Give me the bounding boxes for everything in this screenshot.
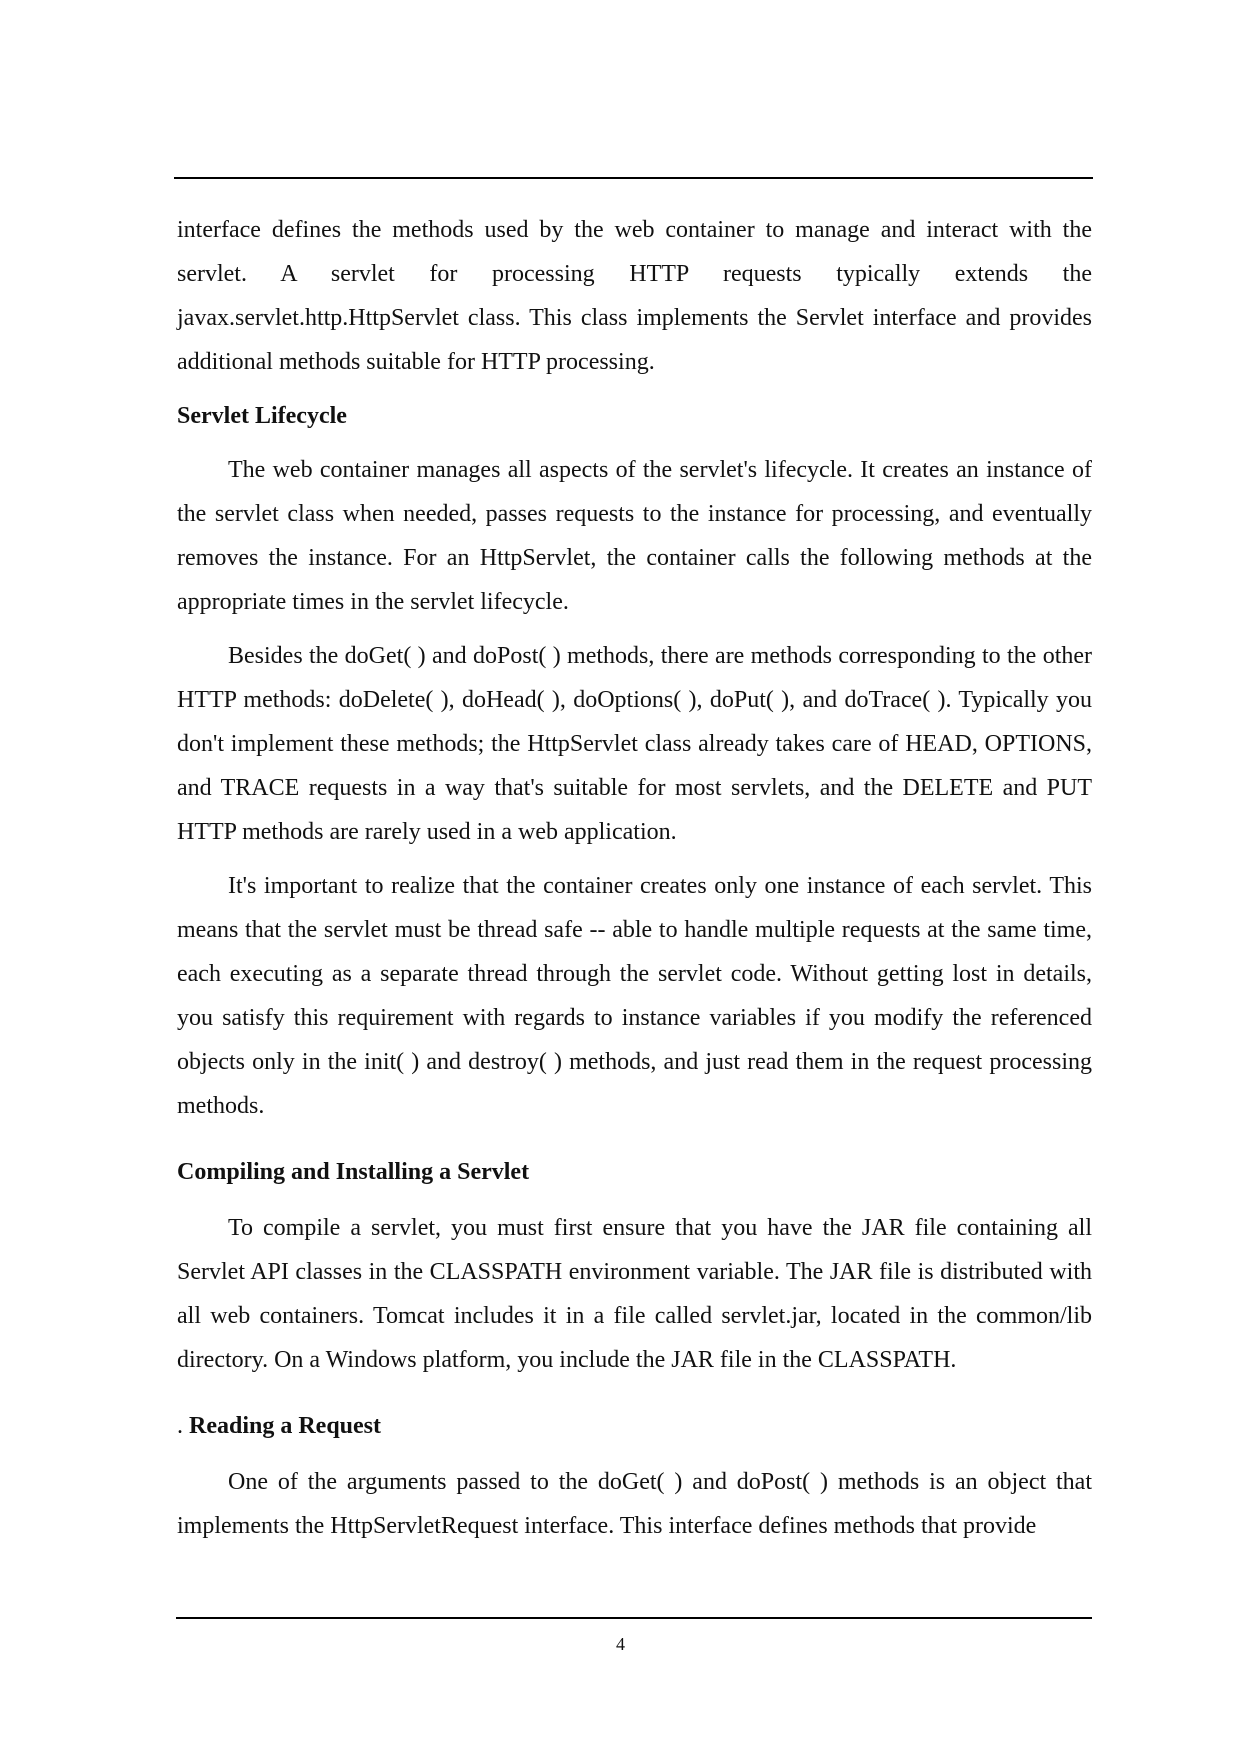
heading-reading-request-text: Reading a Request	[189, 1413, 382, 1439]
footer-rule	[176, 1617, 1092, 1619]
reading-request-paragraph: One of the arguments passed to the doGet( ) and doPost( ) methods is an object that implements the HttpServletRequest interface. This interface defines methods that provide	[177, 1469, 1092, 1539]
heading-servlet-lifecycle: Servlet Lifecycle	[177, 403, 347, 429]
heading-reading-request	[177, 1404, 1092, 1448]
lifecycle-paragraph: The web container manages all aspects of the servlet's lifecycle. It creates an instance of the servlet class when needed, passes requests to the instance for processing, and eventually removes the instance. For an HttpServlet, the container calls the following methods at the appropriate times in the servlet lifecycle.	[177, 457, 1092, 615]
intro-paragraph: interface defines the methods used by the web container to manage and interact with the servlet. A servlet for processing HTTP requests typically extends the javax.servlet.http.HttpServlet class. This class implements the Servlet interface and provides additional methods suitable for HTTP processing.	[177, 217, 1092, 375]
page-number: 4	[616, 1634, 625, 1654]
thread-safety-paragraph: It's important to realize that the container creates only one instance of each servlet. This means that the servlet must be thread safe -- able to handle multiple requests at the same time, each executing as a separate thread through the servlet code. Without getting lost in details, you satisfy this requirement with regards to instance variables if you modify the referenced objects only in the init( ) and destroy( ) methods, and just read them in the request processing methods.	[177, 873, 1092, 1119]
heading-lead-dot: .	[177, 1413, 189, 1439]
page-body	[177, 208, 1092, 1548]
compiling-paragraph: To compile a servlet, you must first ensure that you have the JAR file containing all Servlet API classes in the CLASSPATH environment variable. The JAR file is distributed with all web containers. Tomcat includes it in a file called servlet.jar, located in the common/lib directory. On a Windows platform, you include the JAR file in the CLASSPATH.	[177, 1215, 1092, 1373]
heading-compiling-installing: Compiling and Installing a Servlet	[177, 1159, 530, 1185]
http-methods-paragraph: Besides the doGet( ) and doPost( ) methods, there are methods corresponding to the other HTTP methods: doDelete( ), doHead( ), doOptions( ), doPut( ), and doTrace( ). Typically you don't implement these methods; the HttpServlet class already takes care of HEAD, OPTIONS, and TRACE requests in a way that's suitable for most servlets, and the DELETE and PUT HTTP methods are rarely used in a web application.	[177, 643, 1092, 845]
header-rule	[174, 177, 1093, 179]
